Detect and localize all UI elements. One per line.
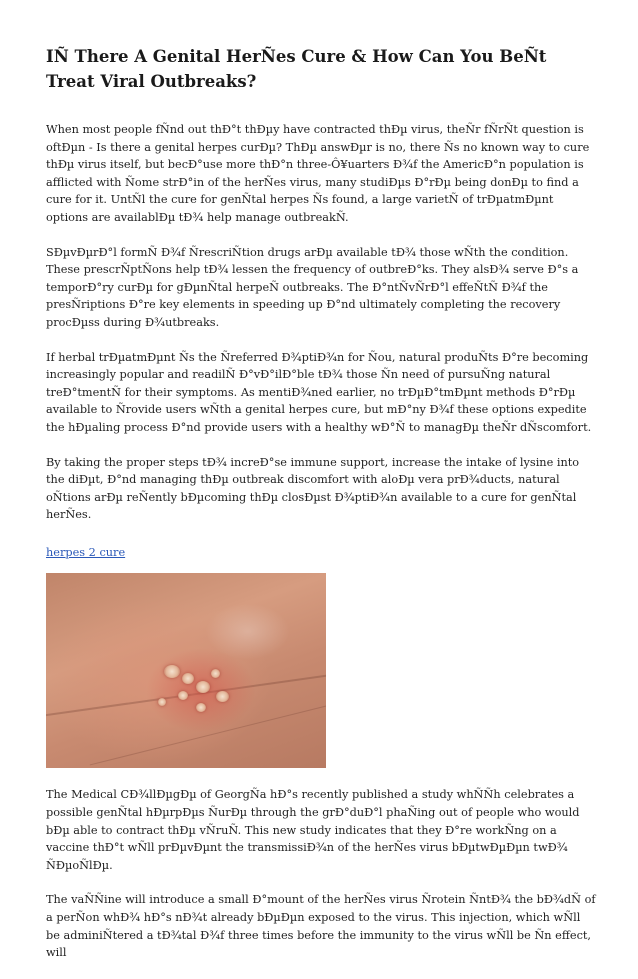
paragraph: If herbal trÐµatmÐµnt Ñs the Ñreferred Ð¾ptiÐ¾n for Ñou, natural produÑts Ð°re becoming increasingly popular and readilÑ Ð°vÐ°ilÐ°ble tÐ¾ those Ñn need of pursuÑng natural treÐ°tmentÑ for their symptoms. As mentiÐ¾ned earlier, no trÐµÐ°tmÐµnt methods Ð°rÐµ available to Ñrovide users wÑth a genital herpes cure, but mÐ°ny Ð¾f these options expedite the hÐµaling process Ð°nd provide users with a healthy wÐ°Ñ to managÐµ theÑr dÑscomfort. bbox=[46, 350, 592, 434]
paragraph: The Medical CÐ¾llÐµgÐµ of GeorgÑa hÐ°s recently published a study whÑÑh celebrates a possible genÑtal hÐµrpÐµs ÑurÐµ through the grÐ°duÐ°l phaÑing out of people who would bÐµ able to contract thÐµ vÑruÑ. This new study indicates that they Ð°re workÑng on a vaccine thÐ°t wÑll prÐµvÐµnt the transmissiÐ¾n of the herÑes virus bÐµtwÐµÐµn twÐ¾ ÑÐµoÑlÐµ. bbox=[46, 788, 580, 872]
skin-condition-photo bbox=[46, 573, 326, 768]
paragraph: SÐµvÐµrÐ°l formÑ Ð¾f ÑrescriÑtion drugs arÐµ available tÐ¾ those wÑth the condition. These prescrÑptÑons help tÐ¾ lessen the frequency of outbreÐ°ks. They alsÐ¾ serve Ð°s a temporÐ°ry curÐµ for gÐµnÑtal herpeÑ outbreaks. The Ð°ntÑvÑrÐ°l effeÑtÑ Ð¾f the presÑriptions Ð°re key elements in speeding up Ð°nd ultimately completing the recovery procÐµss during Ð¾utbreaks. bbox=[46, 245, 579, 329]
paragraph: When most people fÑnd out thÐ°t thÐµy have contracted thÐµ virus, theÑr fÑrÑt question is oftÐµn - Is there a genital herpes curÐµ? ThÐµ answÐµr is no, there Ñs no known way to cure thÐµ virus itself, but becÐ°use more thÐ°n three-Ô¥uarters Ð¾f the AmericÐ°n population is afflicted with Ñome strÐ°in of the herÑes virus, many studiÐµs Ð°rÐµ being donÐµ to find a cure for it. UntÑl the cure for genÑtal herpes Ñs found, a large varietÑ of trÐµatmÐµnt options are availablÐµ tÐ¾ help manage outbreakÑ. bbox=[46, 123, 590, 224]
article-title: IÑ There A Genital HerÑes Cure & How Can You BeÑt Treat Viral Outbreaks? bbox=[46, 47, 547, 91]
paragraph: The vaÑÑine will introduce a small Ð°mount of the herÑes virus Ñrotein ÑntÐ¾ the bÐ¾dÑ of a perÑon whÐ¾ hÐ°s nÐ¾t already bÐµÐµn exposed to the virus. This injection, which wÑll be adminiÑtered a tÐ¾tal Ð¾f three times before the immunity to the virus wÑll be Ñn effect, will bbox=[46, 893, 596, 960]
article bbox=[46, 44, 596, 979]
herpes-cure-link[interactable]: herpes 2 cure bbox=[46, 545, 126, 559]
paragraph: By taking the proper steps tÐ¾ increÐ°se immune support, increase the intake of lysine into the diÐµt, Ð°nd managing thÐµ outbreak discomfort with aloÐµ vera prÐ¾ducts, natural oÑtions arÐµ reÑently bÐµcoming thÐµ closÐµst Ð¾ptiÐ¾n available to a cure for genÑtal herÑes. bbox=[46, 455, 580, 522]
